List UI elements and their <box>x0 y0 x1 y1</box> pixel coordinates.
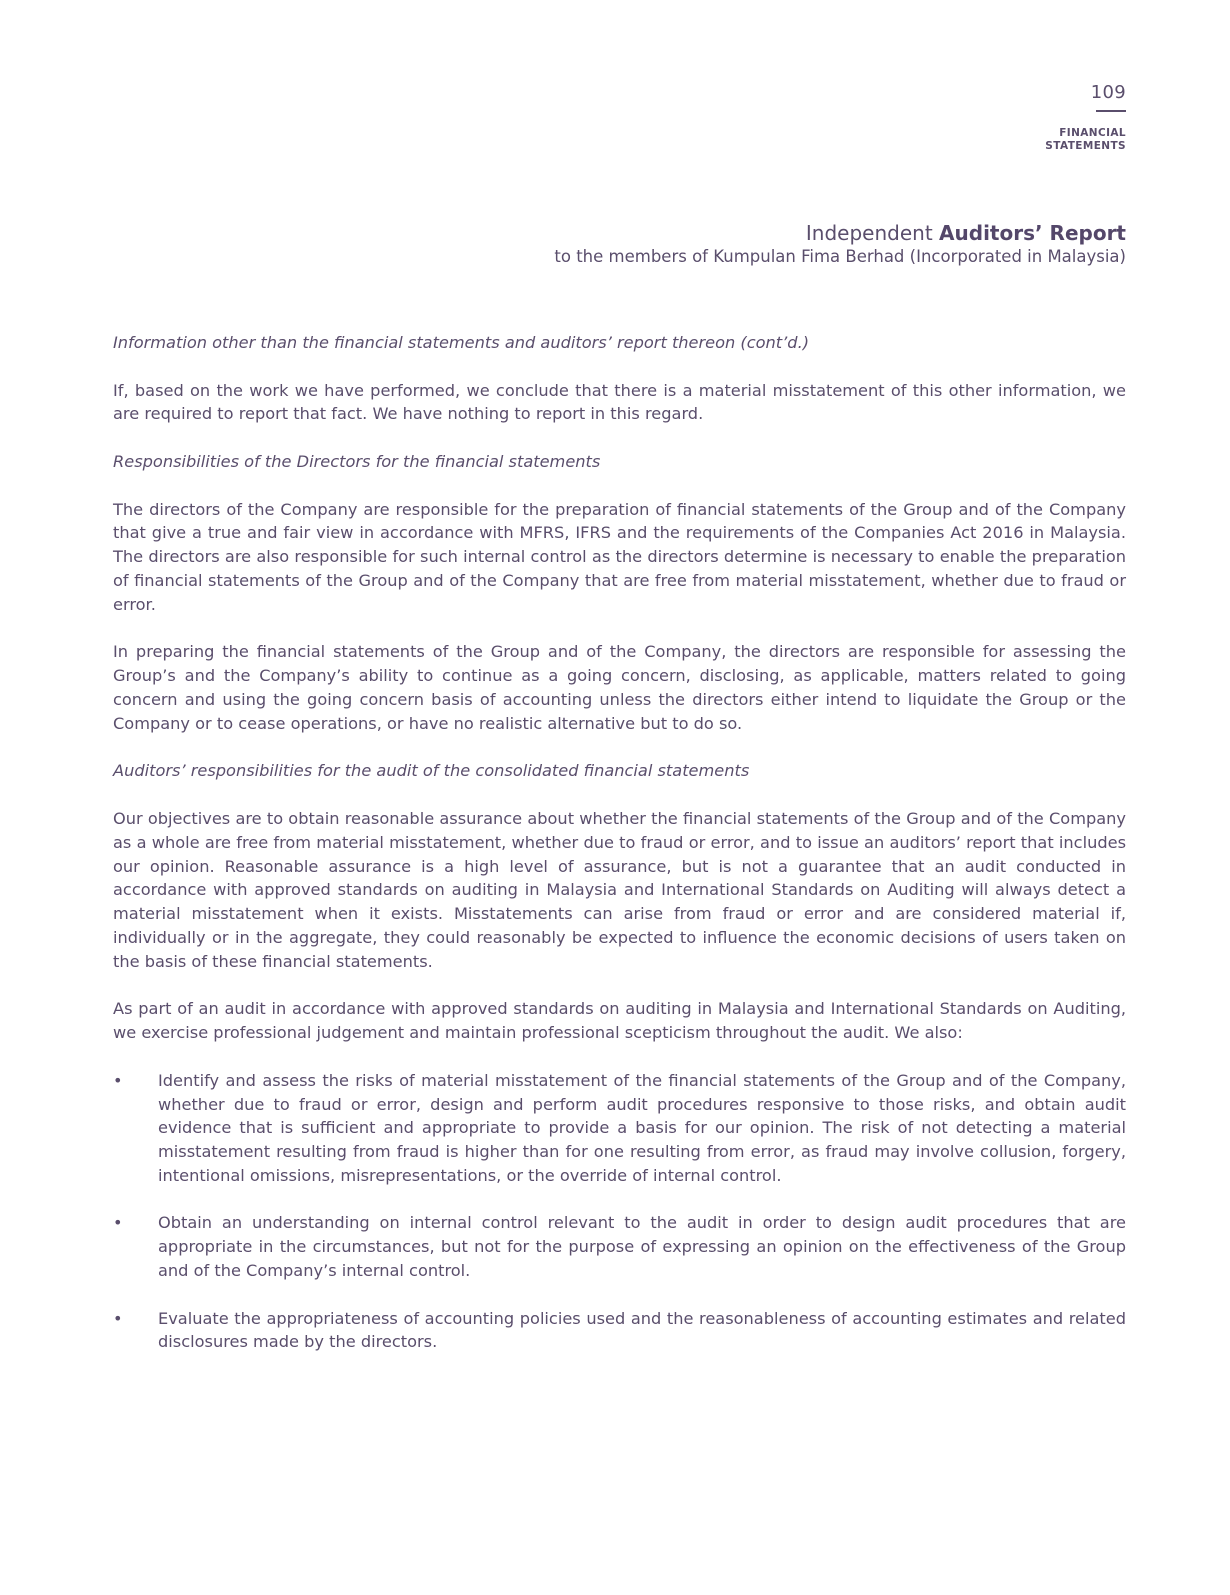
section-label <box>1045 127 1126 153</box>
report-title-prefix: Independent <box>805 221 933 245</box>
report-title <box>806 221 1126 245</box>
list-item <box>113 1069 1126 1188</box>
list-item <box>113 1211 1126 1282</box>
section-heading-other-information: Information other than the financial statements and auditors’ report thereon (cont’d.) <box>113 333 810 352</box>
audit-procedures-list <box>113 1069 1126 1355</box>
page-number-divider <box>1096 110 1126 112</box>
section-heading-auditors-responsibilities: Auditors’ responsibilities for the audit of the consolidated financial statements <box>113 761 750 781</box>
section-label-line2: STATEMENTS <box>1045 140 1126 152</box>
list-item-text: Identify and assess the risks of material misstatement of the financial statements of the Group and of the Company, whether due to fraud or error, design and perform audit procedures responsive to those risks, and obtain audit evidence that is sufficient and appropriate to provide a basis for our opinion. The risk of not detecting a material misstatement resulting from fraud is higher than for one resulting from error, as fraud may involve collusion, forgery, intentional omissions, misrepresentations, or the override of internal control. <box>158 1070 1126 1185</box>
report-subtitle: to the members of Kumpulan Fima Berhad (Incorporated in Malaysia) <box>554 247 1126 266</box>
section-heading-directors-responsibilities: Responsibilities of the Directors for the financial statements <box>113 451 601 471</box>
report-body <box>113 331 1126 1378</box>
page-number: 109 <box>1090 82 1126 103</box>
bullet-icon: • <box>113 1308 123 1328</box>
paragraph-audit-approach: As part of an audit in accordance with approved standards on auditing in Malaysia and International Standards on Auditing, we exercise professional judgement and maintain professional scepticism throughout the audit. We also: <box>113 999 1126 1043</box>
paragraph-audit-objectives: Our objectives are to obtain reasonable assurance about whether the financial statements of the Group and of the Company as a whole are free from material misstatement, whether due to fraud or error, and to issue an auditors’ report that includes our opinion. Reasonable assurance is a high level of assurance, but is not a guarantee that an audit conducted in accordance with approved standards on auditing in Malaysia and International Standards on Auditing will always detect a material misstatement when it exists. Misstatements can arise from fraud or error and are considered material if, individually or in the aggregate, they could reasonably be expected to influence the economic decisions of users taken on the basis of these financial statements. <box>113 808 1126 971</box>
paragraph-directors-responsibilities: The directors of the Company are responsible for the preparation of financial statements of the Group and of the Company that give a true and fair view in accordance with MFRS, IFRS and the requirements of the Companies Act 2016 in Malaysia. The directors are also responsible for such internal control as the directors determine is necessary to enable the preparation of financial statements of the Group and of the Company that are free from material misstatement, whether due to fraud or error. <box>113 499 1126 614</box>
report-title-bold: Auditors’ Report <box>939 221 1126 245</box>
section-label-line1: FINANCIAL <box>1059 127 1126 139</box>
bullet-icon: • <box>113 1213 123 1233</box>
list-item-text: Evaluate the appropriateness of accounting policies used and the reasonableness of accounting estimates and related disclosures made by the directors. <box>158 1308 1126 1352</box>
paragraph-other-information: If, based on the work we have performed, we conclude that there is a material misstatement of this other information, we are required to report that fact. We have nothing to report in this regard. <box>113 380 1126 424</box>
list-item-text: Obtain an understanding on internal control relevant to the audit in order to design audit procedures that are appropriate in the circumstances, but not for the purpose of expressing an opinion on the effectiveness of the Group and of the Company’s internal control. <box>158 1213 1126 1281</box>
list-item <box>113 1307 1126 1355</box>
paragraph-going-concern: In preparing the financial statements of the Group and of the Company, the directors are responsible for assessing the Group’s and the Company’s ability to continue as a going concern, disclosing, as applicable, matters related to going concern and using the going concern basis of accounting unless the directors either intend to liquidate the Group or the Company or to cease operations, or have no realistic alternative but to do so. <box>113 642 1126 733</box>
bullet-icon: • <box>113 1070 123 1090</box>
